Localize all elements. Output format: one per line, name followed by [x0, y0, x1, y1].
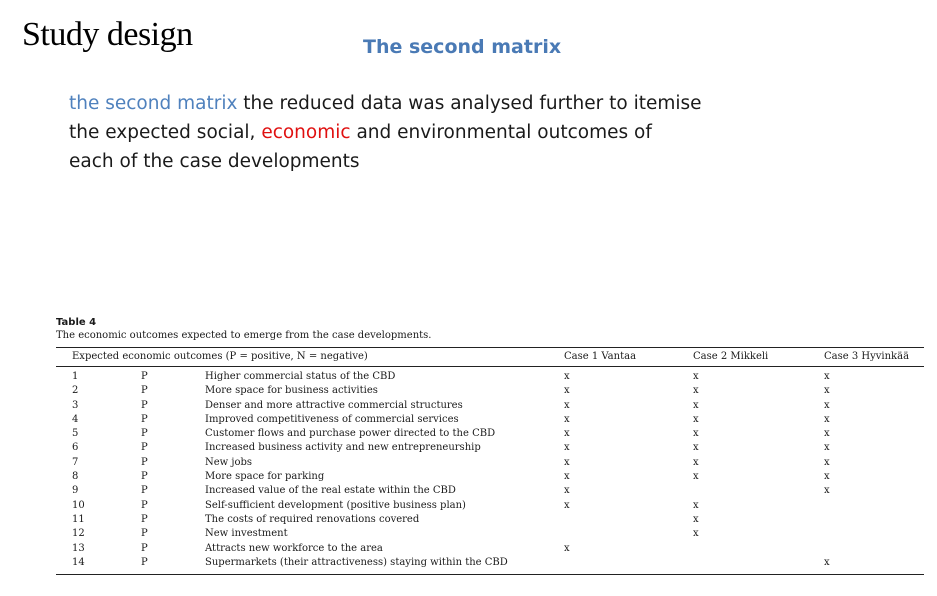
row-case2-mark: x — [693, 428, 699, 440]
row-number: 4 — [72, 413, 79, 425]
row-outcome: Supermarkets (their attractiveness) staying within the CBD — [205, 556, 508, 568]
table-row — [56, 384, 924, 398]
row-number: 2 — [72, 385, 79, 397]
table-row — [56, 441, 924, 455]
table-row — [56, 527, 924, 541]
row-sign: P — [141, 542, 148, 554]
row-sign: P — [141, 456, 148, 468]
row-case3-mark: x — [824, 413, 830, 425]
row-number: 8 — [72, 471, 79, 483]
outcomes-table — [56, 316, 924, 575]
row-sign: P — [141, 513, 148, 525]
table-header — [56, 347, 924, 367]
row-case3-mark: x — [824, 428, 830, 440]
row-outcome: Improved competitiveness of commercial services — [205, 413, 459, 425]
body-text-4: each of the case developments — [69, 151, 360, 172]
row-number: 11 — [72, 513, 85, 525]
row-case1-mark: x — [564, 385, 570, 397]
body-text-3: and environmental outcomes of — [350, 122, 652, 143]
row-outcome: New jobs — [205, 456, 253, 468]
row-case1-mark: x — [564, 413, 570, 425]
row-number: 1 — [72, 371, 79, 382]
row-case1-mark: x — [564, 456, 570, 468]
row-case2-mark: x — [693, 528, 699, 540]
table-row — [56, 370, 924, 384]
row-sign: P — [141, 499, 148, 511]
row-outcome: Denser and more attractive commercial structures — [205, 399, 463, 411]
row-outcome: Increased business activity and new entrepreneurship — [205, 442, 481, 454]
body-text-2: the expected social, — [69, 122, 262, 143]
row-number: 13 — [72, 542, 85, 554]
row-outcome: Higher commercial status of the CBD — [205, 371, 396, 382]
table-row — [56, 484, 924, 498]
row-case1-mark: x — [564, 485, 570, 497]
row-outcome: New investment — [205, 528, 288, 540]
row-case3-mark: x — [824, 471, 830, 483]
row-outcome: More space for parking — [205, 471, 325, 483]
table-row — [56, 399, 924, 413]
header-case1: Case 1 Vantaa — [564, 351, 637, 362]
row-case3-mark: x — [824, 556, 830, 568]
row-case3-mark: x — [824, 442, 830, 454]
row-sign: P — [141, 528, 148, 540]
row-case2-mark: x — [693, 456, 699, 468]
row-outcome: The costs of required renovations covered — [205, 513, 420, 525]
row-outcome: Customer flows and purchase power directed to the CBD — [205, 428, 496, 440]
row-sign: P — [141, 413, 148, 425]
row-outcome: Increased value of the real estate within the CBD — [205, 485, 456, 497]
table-row — [56, 427, 924, 441]
table-label: Table 4 — [56, 317, 97, 328]
row-number: 10 — [72, 499, 85, 511]
body-highlight-red: economic — [261, 122, 351, 143]
row-number: 6 — [72, 442, 79, 454]
row-number: 9 — [72, 485, 79, 497]
row-case3-mark: x — [824, 485, 830, 497]
table-row — [56, 542, 924, 556]
row-case2-mark: x — [693, 471, 699, 483]
row-case1-mark: x — [564, 428, 570, 440]
row-case2-mark: x — [693, 399, 699, 411]
header-case2: Case 2 Mikkeli — [693, 351, 769, 362]
row-case2-mark: x — [693, 499, 699, 511]
row-number: 7 — [72, 456, 79, 468]
row-number: 14 — [72, 556, 85, 568]
row-sign: P — [141, 371, 148, 382]
row-case2-mark: x — [693, 513, 699, 525]
row-case1-mark: x — [564, 399, 570, 411]
row-sign: P — [141, 485, 148, 497]
table-row — [56, 456, 924, 470]
slide-subtitle: The second matrix — [363, 36, 562, 58]
row-case2-mark: x — [693, 442, 699, 454]
table-caption: The economic outcomes expected to emerge from the case developments. — [56, 330, 432, 341]
row-case1-mark: x — [564, 542, 570, 554]
table-row — [56, 499, 924, 513]
row-case3-mark: x — [824, 456, 830, 468]
table-row — [56, 513, 924, 527]
row-outcome: Self-sufficient development (positive business plan) — [205, 499, 466, 511]
row-case1-mark: x — [564, 471, 570, 483]
table-row — [56, 413, 924, 427]
row-sign: P — [141, 556, 148, 568]
slide-title: Study design — [22, 16, 193, 53]
body-text-1: the reduced data was analysed further to itemise — [237, 93, 702, 114]
row-number: 3 — [72, 399, 79, 411]
row-sign: P — [141, 385, 148, 397]
row-case1-mark: x — [564, 371, 570, 382]
row-number: 5 — [72, 428, 79, 440]
row-sign: P — [141, 428, 148, 440]
row-case2-mark: x — [693, 385, 699, 397]
row-case2-mark: x — [693, 371, 699, 382]
header-case3: Case 3 Hyvinkää — [824, 351, 910, 362]
row-case3-mark: x — [824, 385, 830, 397]
row-sign: P — [141, 442, 148, 454]
row-case2-mark: x — [693, 413, 699, 425]
body-paragraph — [69, 89, 789, 176]
row-case3-mark: x — [824, 371, 830, 382]
row-sign: P — [141, 399, 148, 411]
body-highlight-blue: the second matrix — [69, 93, 238, 114]
row-case1-mark: x — [564, 499, 570, 511]
row-outcome: More space for business activities — [205, 385, 378, 397]
row-outcome: Attracts new workforce to the area — [205, 542, 383, 554]
table-row — [56, 556, 924, 570]
row-case3-mark: x — [824, 399, 830, 411]
header-outcomes: Expected economic outcomes (P = positive, N = negative) — [72, 351, 368, 362]
row-case1-mark: x — [564, 442, 570, 454]
row-number: 12 — [72, 528, 85, 540]
row-sign: P — [141, 471, 148, 483]
table-body — [56, 367, 924, 575]
table-row — [56, 470, 924, 484]
